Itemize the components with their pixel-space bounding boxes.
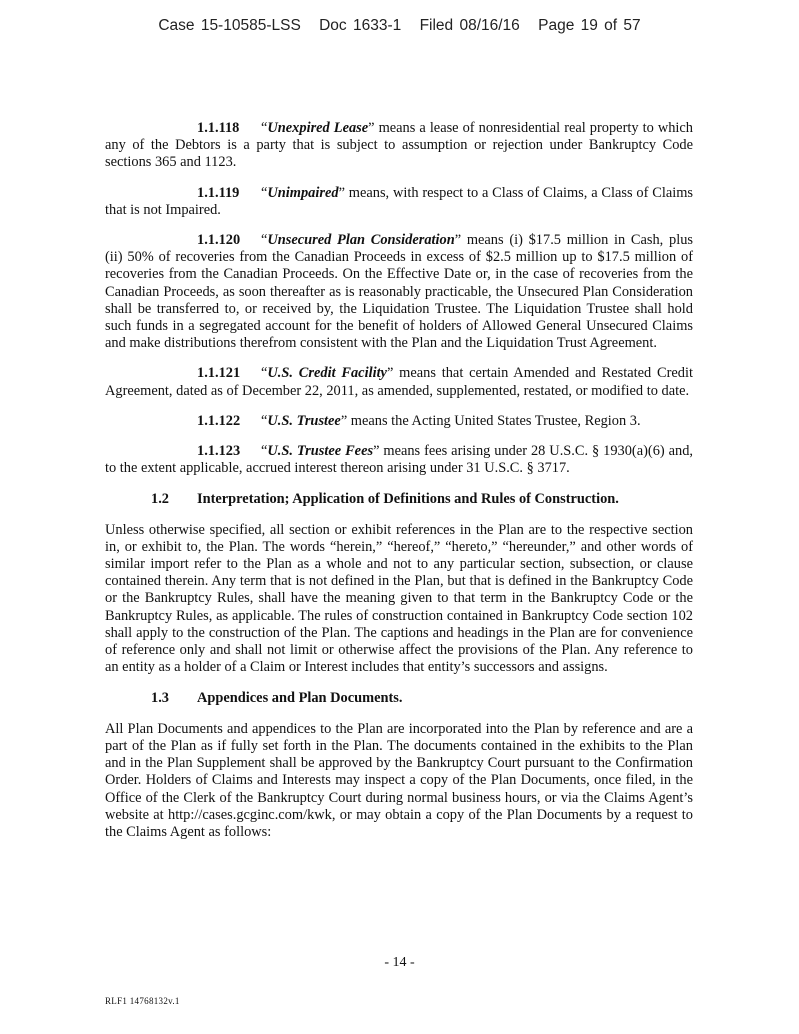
filing-header xyxy=(0,17,799,35)
section-heading-1-3: 1.3 Appendices and Plan Documents. xyxy=(151,690,403,707)
defined-term: Unimpaired xyxy=(267,184,339,201)
defined-term: U.S. Trustee xyxy=(267,412,341,429)
document-body xyxy=(105,120,693,854)
definition-1-1-122: 1.1.122 “U.S. Trustee” means the Acting United States Trustee, Region 3. xyxy=(197,412,641,429)
section-body-1-2: Unless otherwise specified, all section or exhibit references in the Plan are to the respective section in, or exhibit to, the Plan. The words “herein,” “hereof,” “hereto,” “hereunder,” and other words of similar import refer to the Plan as a whole and not to any particular section, subsection, or clause contained therein. Any term that is not defined in the Plan, but that is defined in the Bankruptcy Code or the Bankruptcy Rules, shall have the meaning given to that term in the Bankruptcy Code or the Bankruptcy Rules, as applicable. The rules of construction contained in Bankruptcy Code section 102 shall apply to the construction of the Plan. The captions and headings in the Plan are for convenience of reference only and shall not limit or otherwise affect the provisions of the Plan. Any reference to an entity as a holder of a Claim or Interest includes that entity’s successors and assigns. xyxy=(105,521,693,676)
page-indicator: Page 19 of 57 xyxy=(538,17,641,34)
defined-term: U.S. Credit Facility xyxy=(267,365,387,382)
filed-date: Filed 08/16/16 xyxy=(419,17,520,34)
document-id: RLF1 14768132v.1 xyxy=(105,996,180,1006)
definition-1-1-118: 1.1.118 “Unexpired Lease” means a lease of nonresidential real property to which any of the Debtors is a party that is subject to assumption or rejection under Bankruptcy Code sections 365 and 1123. xyxy=(105,120,693,171)
defined-term: U.S. Trustee Fees xyxy=(267,443,374,460)
section-body-1-3: All Plan Documents and appendices to the Plan are incorporated into the Plan by reference and are a part of the Plan as if fully set forth in the Plan. The documents contained in the exhibits to the Plan and in the Plan Supplement shall be approved by the Bankruptcy Court pursuant to the Confirmation Order. Holders of Claims and Interests may inspect a copy of the Plan Documents, once filed, in the Office of the Clerk of the Bankruptcy Court during normal business hours, or via the Claims Agent’s website at http://cases.gcginc.com/kwk, or may obtain a copy of the Plan Documents by a request to the Claims Agent as follows: xyxy=(105,720,693,840)
definition-1-1-121: 1.1.121 “U.S. Credit Facility” means that certain Amended and Restated Credit Agreement, dated as of December 22, 2011, as amended, supplemented, restated, or modified to date. xyxy=(105,365,693,399)
page-number: - 14 - xyxy=(384,955,415,970)
case-number: Case 15-10585-LSS xyxy=(158,17,301,34)
definition-1-1-123: 1.1.123 “U.S. Trustee Fees” means fees arising under 28 U.S.C. § 1930(a)(6) and, to the extent applicable, accrued interest thereon arising under 31 U.S.C. § 3717. xyxy=(105,443,693,477)
definition-1-1-120: 1.1.120 “Unsecured Plan Consideration” means (i) $17.5 million in Cash, plus (ii) 50% of recoveries from the Canadian Proceeds in excess of $2.5 million up to $17.5 million of recoveries from the Canadian Proceeds. On the Effective Date or, in the case of recoveries from the Canadian Proceeds, as soon thereafter as is reasonably practicable, the Unsecured Plan Consideration shall be transferred to, or received by, the Liquidation Trustee. The Liquidation Trustee shall hold such funds in a segregated account for the benefit of holders of Allowed General Unsecured Claims and make distributions therefrom consistent with the Plan and the Liquidation Trust Agreement. xyxy=(105,232,693,352)
doc-number: Doc 1633-1 xyxy=(319,17,402,34)
definition-1-1-119: 1.1.119 “Unimpaired” means, with respect to a Class of Claims, a Class of Claims that is not Impaired. xyxy=(105,184,693,218)
defined-term: Unexpired Lease xyxy=(267,120,369,136)
defined-term: Unsecured Plan Consideration xyxy=(267,232,455,249)
section-heading-1-2: 1.2 Interpretation; Application of Definitions and Rules of Construction. xyxy=(151,491,619,508)
